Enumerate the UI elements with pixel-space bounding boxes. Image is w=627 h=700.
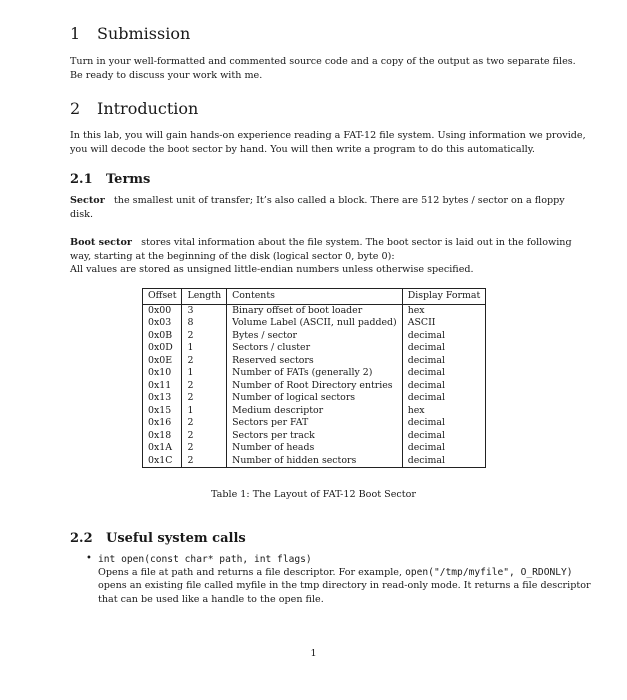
section-heading-submission: [70, 24, 190, 43]
description-text: Opens a file at path and returns a file descriptor. For example,: [98, 567, 406, 579]
cell-length: 2: [182, 380, 227, 393]
definition-line: All values are stored as unsigned little-endian numbers unless otherwise specified.: [70, 264, 474, 275]
subsection-number: 2.1: [70, 172, 93, 187]
boot-sector-table: [142, 288, 486, 468]
column-header-contents: Contents: [227, 289, 403, 305]
definition-text: stores vital information about the file system. The boot sector is laid out in the following: [141, 237, 572, 248]
paragraph-line: you will decode the boot sector by hand. You will then write a program to do this automatically.: [70, 143, 535, 155]
cell-offset: 0x0E: [143, 355, 182, 368]
subsection-heading-terms: [70, 172, 150, 187]
column-header-display-format: Display Format: [402, 289, 486, 305]
definition-line: [70, 236, 590, 250]
cell-display-format: decimal: [402, 367, 486, 380]
description-line: [98, 566, 596, 579]
open-call-description: [98, 553, 596, 606]
cell-display-format: decimal: [402, 355, 486, 368]
section-heading-introduction: [70, 99, 198, 118]
cell-display-format: decimal: [402, 442, 486, 455]
column-header-length: Length: [182, 289, 227, 305]
table-header-row: [143, 289, 486, 305]
table-row: [143, 317, 486, 330]
table-row: [143, 442, 486, 455]
table-row: [143, 430, 486, 443]
definition-line: [70, 194, 590, 208]
subsection-number: 2.2: [70, 531, 93, 546]
cell-length: 8: [182, 317, 227, 330]
cell-display-format: decimal: [402, 380, 486, 393]
cell-length: 2: [182, 392, 227, 405]
section-number: 2: [70, 99, 81, 118]
cell-display-format: decimal: [402, 342, 486, 355]
cell-length: 1: [182, 367, 227, 380]
introduction-paragraph: [70, 129, 590, 156]
cell-contents: Number of logical sectors: [227, 392, 403, 405]
cell-contents: Number of hidden sectors: [227, 455, 403, 468]
table-row: [143, 417, 486, 430]
section-title: Introduction: [97, 99, 199, 118]
open-signature: int open(const char* path, int flags): [98, 554, 312, 565]
cell-length: 2: [182, 417, 227, 430]
submission-paragraph: [70, 55, 590, 82]
cell-offset: 0x11: [143, 380, 182, 393]
cell-offset: 0x15: [143, 405, 182, 418]
page-number: 1: [310, 648, 317, 659]
cell-contents: Sectors per FAT: [227, 417, 403, 430]
term-sector: Sector: [70, 195, 105, 206]
cell-contents: Volume Label (ASCII, null padded): [227, 317, 403, 330]
cell-length: 2: [182, 355, 227, 368]
table-row: [143, 330, 486, 343]
open-example-code: open("/tmp/myfile", O_RDONLY): [405, 567, 573, 579]
paragraph-line: In this lab, you will gain hands-on experience reading a FAT-12 file system. Using information we provide,: [70, 130, 586, 141]
table-caption: Table 1: The Layout of FAT-12 Boot Sector: [211, 489, 416, 500]
cell-contents: Bytes / sector: [227, 330, 403, 343]
cell-contents: Number of Root Directory entries: [227, 380, 403, 393]
cell-offset: 0x13: [143, 392, 182, 405]
cell-display-format: decimal: [402, 455, 486, 468]
cell-offset: 0x03: [143, 317, 182, 330]
table-row: [143, 380, 486, 393]
table-row: [143, 367, 486, 380]
cell-length: 2: [182, 442, 227, 455]
cell-display-format: decimal: [402, 330, 486, 343]
cell-contents: Reserved sectors: [227, 355, 403, 368]
definition-line: way, starting at the beginning of the disk (logical sector 0, byte 0):: [70, 250, 395, 262]
cell-contents: Sectors / cluster: [227, 342, 403, 355]
cell-display-format: decimal: [402, 392, 486, 405]
definition-line: disk.: [70, 208, 93, 220]
term-boot-sector: Boot sector: [70, 237, 132, 248]
cell-length: 2: [182, 455, 227, 468]
table-row: [143, 355, 486, 368]
section-title: Submission: [97, 24, 191, 43]
cell-offset: 0x18: [143, 430, 182, 443]
subsection-title: Useful system calls: [106, 531, 246, 546]
cell-display-format: hex: [402, 304, 486, 317]
subsection-heading-useful-calls: [70, 531, 246, 546]
paragraph-line: Be ready to discuss your work with me.: [70, 69, 263, 81]
cell-display-format: decimal: [402, 417, 486, 430]
cell-offset: 0x1A: [143, 442, 182, 455]
boot-sector-definition: [70, 236, 590, 277]
description-line: that can be used like a handle to the open file.: [98, 593, 324, 605]
cell-length: 2: [182, 430, 227, 443]
paragraph-line: Turn in your well-formatted and commented source code and a copy of the output as two separate files.: [70, 56, 576, 67]
cell-contents: Binary offset of boot loader: [227, 304, 403, 317]
cell-length: 2: [182, 330, 227, 343]
cell-length: 1: [182, 405, 227, 418]
subsection-title: Terms: [106, 172, 151, 187]
description-line: opens an existing file called myfile in the tmp directory in read-only mode. It returns a file descriptor: [98, 580, 591, 592]
table-row: [143, 455, 486, 468]
table-row: [143, 342, 486, 355]
cell-contents: Number of FATs (generally 2): [227, 367, 403, 380]
table-row: [143, 405, 486, 418]
cell-display-format: hex: [402, 405, 486, 418]
cell-contents: Medium descriptor: [227, 405, 403, 418]
cell-offset: 0x10: [143, 367, 182, 380]
definition-text: the smallest unit of transfer; It’s also called a block. There are 512 bytes / sector on a floppy: [113, 195, 565, 206]
cell-offset: 0x0D: [143, 342, 182, 355]
sector-definition: [70, 194, 590, 221]
section-number: 1: [70, 24, 81, 43]
cell-display-format: decimal: [402, 430, 486, 443]
cell-offset: 0x16: [143, 417, 182, 430]
cell-contents: Sectors per track: [227, 430, 403, 443]
cell-contents: Number of heads: [227, 442, 403, 455]
cell-offset: 0x1C: [143, 455, 182, 468]
bullet-marker: •: [86, 553, 92, 564]
cell-length: 3: [182, 304, 227, 317]
cell-display-format: ASCII: [402, 317, 486, 330]
cell-offset: 0x0B: [143, 330, 182, 343]
cell-offset: 0x00: [143, 304, 182, 317]
column-header-offset: Offset: [143, 289, 182, 305]
table-row: [143, 304, 486, 317]
table-row: [143, 392, 486, 405]
cell-length: 1: [182, 342, 227, 355]
